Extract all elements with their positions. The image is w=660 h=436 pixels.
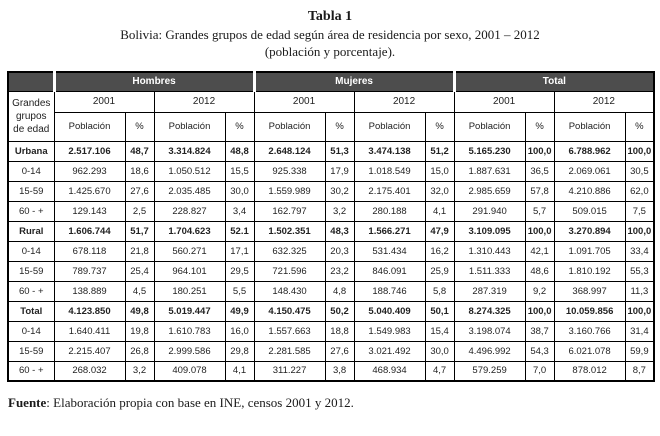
table-cell: 16,0 xyxy=(225,321,254,341)
table-cell: 579.259 xyxy=(454,361,525,381)
table-cell: 678.118 xyxy=(54,241,125,261)
table-cell: 20,3 xyxy=(325,241,354,261)
table-cell: 48,3 xyxy=(325,221,354,241)
table-cell: 27,6 xyxy=(125,181,154,201)
table-cell: 2.281.585 xyxy=(254,341,325,361)
table-cell: 47,9 xyxy=(425,221,454,241)
banner-row xyxy=(8,72,654,91)
table-cell: 62,0 xyxy=(625,181,654,201)
table-row xyxy=(8,341,654,361)
table-cell: 4.123.850 xyxy=(54,301,125,321)
source-text: : Elaboración propia con base en INE, censos 2001 y 2012. xyxy=(46,395,354,410)
table-cell: 23,2 xyxy=(325,261,354,281)
subheader-poblacion: Población xyxy=(554,112,625,141)
table-cell: 18,6 xyxy=(125,161,154,181)
table-cell: 17,9 xyxy=(325,161,354,181)
table-cell: 2.175.401 xyxy=(354,181,425,201)
table-cell: 1.091.705 xyxy=(554,241,625,261)
table-row xyxy=(8,181,654,201)
table-body xyxy=(8,141,654,381)
table-cell: 5.165.230 xyxy=(454,141,525,161)
table-cell: 1.018.549 xyxy=(354,161,425,181)
table-cell: 100,0 xyxy=(625,141,654,161)
table-cell: 52.1 xyxy=(225,221,254,241)
table-cell: 25,9 xyxy=(425,261,454,281)
year-header-total-2012: 2012 xyxy=(554,91,654,112)
table-subtitle-line2: (población y porcentaje). xyxy=(264,44,396,59)
table-cell: 5,7 xyxy=(525,201,554,221)
table-cell: 50,1 xyxy=(425,301,454,321)
table-cell: 1.511.333 xyxy=(454,261,525,281)
table-cell: 2.985.659 xyxy=(454,181,525,201)
table-cell: 42,1 xyxy=(525,241,554,261)
title-block xyxy=(7,8,653,60)
table-cell: 878.012 xyxy=(554,361,625,381)
table-cell: 925.338 xyxy=(254,161,325,181)
table-cell: 280.188 xyxy=(354,201,425,221)
subheader-poblacion: Población xyxy=(354,112,425,141)
table-cell: 1.640.411 xyxy=(54,321,125,341)
row-label: 60 - + xyxy=(8,361,54,381)
table-row xyxy=(8,221,654,241)
year-header-mujeres-2012: 2012 xyxy=(354,91,454,112)
table-cell: 1.887.631 xyxy=(454,161,525,181)
table-cell: 4.496.992 xyxy=(454,341,525,361)
table-cell: 162.797 xyxy=(254,201,325,221)
table-header xyxy=(8,72,654,141)
table-cell: 2,5 xyxy=(125,201,154,221)
subheader-percent: % xyxy=(325,112,354,141)
table-cell: 3.160.766 xyxy=(554,321,625,341)
table-cell: 1.502.351 xyxy=(254,221,325,241)
subheader-percent: % xyxy=(225,112,254,141)
table-cell: 138.889 xyxy=(54,281,125,301)
subheader-poblacion: Población xyxy=(254,112,325,141)
table-cell: 30,2 xyxy=(325,181,354,201)
table-cell: 100,0 xyxy=(525,301,554,321)
year-header-row xyxy=(8,91,654,112)
table-cell: 49,9 xyxy=(225,301,254,321)
table-cell: 1.549.983 xyxy=(354,321,425,341)
table-cell: 48,6 xyxy=(525,261,554,281)
row-label: 15-59 xyxy=(8,341,54,361)
subheader-poblacion: Población xyxy=(154,112,225,141)
table-cell: 632.325 xyxy=(254,241,325,261)
table-cell: 3.109.095 xyxy=(454,221,525,241)
table-cell: 21,8 xyxy=(125,241,154,261)
row-label: 0-14 xyxy=(8,241,54,261)
table-cell: 18,8 xyxy=(325,321,354,341)
table-cell: 38,7 xyxy=(525,321,554,341)
table-cell: 129.143 xyxy=(54,201,125,221)
subheader-poblacion: Población xyxy=(54,112,125,141)
table-cell: 3.474.138 xyxy=(354,141,425,161)
year-header-hombres-2001: 2001 xyxy=(54,91,154,112)
table-cell: 3.270.894 xyxy=(554,221,625,241)
table-cell: 531.434 xyxy=(354,241,425,261)
subheader-percent: % xyxy=(125,112,154,141)
population-table xyxy=(7,71,655,382)
table-cell: 33,4 xyxy=(625,241,654,261)
table-cell: 27,6 xyxy=(325,341,354,361)
table-cell: 54,3 xyxy=(525,341,554,361)
group-header-hombres: Hombres xyxy=(54,72,254,91)
table-cell: 560.271 xyxy=(154,241,225,261)
table-cell: 368.997 xyxy=(554,281,625,301)
table-cell: 8,7 xyxy=(625,361,654,381)
table-cell: 15,4 xyxy=(425,321,454,341)
table-cell: 4.150.475 xyxy=(254,301,325,321)
table-cell: 5,8 xyxy=(425,281,454,301)
table-cell: 5,5 xyxy=(225,281,254,301)
table-cell: 2.035.485 xyxy=(154,181,225,201)
row-label: 60 - + xyxy=(8,201,54,221)
table-row xyxy=(8,201,654,221)
subheader-row xyxy=(8,112,654,141)
table-cell: 7,0 xyxy=(525,361,554,381)
table-cell: 3,4 xyxy=(225,201,254,221)
table-title: Tabla 1 xyxy=(307,9,353,24)
source-label: Fuente xyxy=(8,395,47,410)
table-cell: 2.517.106 xyxy=(54,141,125,161)
table-cell: 51,7 xyxy=(125,221,154,241)
table-cell: 3,2 xyxy=(325,201,354,221)
table-cell: 49,8 xyxy=(125,301,154,321)
table-cell: 3.198.074 xyxy=(454,321,525,341)
year-header-mujeres-2001: 2001 xyxy=(254,91,354,112)
banner-corner-cell xyxy=(8,72,54,91)
row-label: Urbana xyxy=(8,141,54,161)
table-cell: 48,8 xyxy=(225,141,254,161)
table-cell: 16,2 xyxy=(425,241,454,261)
table-cell: 4,5 xyxy=(125,281,154,301)
row-label: 0-14 xyxy=(8,161,54,181)
row-label: 0-14 xyxy=(8,321,54,341)
table-cell: 30,5 xyxy=(625,161,654,181)
table-cell: 1.704.623 xyxy=(154,221,225,241)
table-row xyxy=(8,281,654,301)
table-cell: 8.274.325 xyxy=(454,301,525,321)
table-cell: 148.430 xyxy=(254,281,325,301)
table-cell: 180.251 xyxy=(154,281,225,301)
table-cell: 30,0 xyxy=(425,341,454,361)
table-cell: 4,1 xyxy=(225,361,254,381)
table-cell: 4,8 xyxy=(325,281,354,301)
table-cell: 51,3 xyxy=(325,141,354,161)
table-cell: 4,1 xyxy=(425,201,454,221)
row-label: Total xyxy=(8,301,54,321)
table-row xyxy=(8,321,654,341)
table-cell: 409.078 xyxy=(154,361,225,381)
table-cell: 36,5 xyxy=(525,161,554,181)
table-cell: 6.021.078 xyxy=(554,341,625,361)
row-label: 15-59 xyxy=(8,261,54,281)
table-cell: 29,8 xyxy=(225,341,254,361)
table-cell: 26,8 xyxy=(125,341,154,361)
table-cell: 55,3 xyxy=(625,261,654,281)
table-cell: 1.566.271 xyxy=(354,221,425,241)
table-cell: 721.596 xyxy=(254,261,325,281)
corner-label: Grandes grupos de edad xyxy=(8,91,54,141)
row-label: 15-59 xyxy=(8,181,54,201)
table-cell: 1.425.670 xyxy=(54,181,125,201)
source-note xyxy=(8,395,653,411)
table-cell: 100,0 xyxy=(525,221,554,241)
subheader-percent: % xyxy=(525,112,554,141)
table-cell: 2.215.407 xyxy=(54,341,125,361)
table-cell: 188.746 xyxy=(354,281,425,301)
table-cell: 2.069.061 xyxy=(554,161,625,181)
table-cell: 31,4 xyxy=(625,321,654,341)
table-cell: 29,5 xyxy=(225,261,254,281)
table-cell: 1.050.512 xyxy=(154,161,225,181)
year-header-total-2001: 2001 xyxy=(454,91,554,112)
table-cell: 6.788.962 xyxy=(554,141,625,161)
table-cell: 100,0 xyxy=(525,141,554,161)
table-cell: 11,3 xyxy=(625,281,654,301)
table-cell: 287.319 xyxy=(454,281,525,301)
table-cell: 228.827 xyxy=(154,201,225,221)
table-row xyxy=(8,361,654,381)
table-cell: 100,0 xyxy=(625,301,654,321)
table-cell: 2.999.586 xyxy=(154,341,225,361)
table-cell: 59,9 xyxy=(625,341,654,361)
table-row xyxy=(8,161,654,181)
table-cell: 962.293 xyxy=(54,161,125,181)
table-row xyxy=(8,141,654,161)
table-cell: 10.059.856 xyxy=(554,301,625,321)
table-cell: 3.021.492 xyxy=(354,341,425,361)
subheader-poblacion: Población xyxy=(454,112,525,141)
table-cell: 32,0 xyxy=(425,181,454,201)
group-header-mujeres: Mujeres xyxy=(254,72,454,91)
table-cell: 1.310.443 xyxy=(454,241,525,261)
table-cell: 468.934 xyxy=(354,361,425,381)
table-subtitle-line1: Bolivia: Grandes grupos de edad según área de residencia por sexo, 2001 – 2012 xyxy=(120,27,540,42)
table-cell: 1.810.192 xyxy=(554,261,625,281)
table-cell: 268.032 xyxy=(54,361,125,381)
table-cell: 4,7 xyxy=(425,361,454,381)
table-cell: 5.040.409 xyxy=(354,301,425,321)
table-cell: 19,8 xyxy=(125,321,154,341)
table-cell: 846.091 xyxy=(354,261,425,281)
table-cell: 100,0 xyxy=(625,221,654,241)
table-cell: 4.210.886 xyxy=(554,181,625,201)
table-cell: 57,8 xyxy=(525,181,554,201)
table-cell: 5.019.447 xyxy=(154,301,225,321)
table-cell: 48,7 xyxy=(125,141,154,161)
subheader-percent: % xyxy=(625,112,654,141)
table-cell: 2.648.124 xyxy=(254,141,325,161)
table-cell: 7,5 xyxy=(625,201,654,221)
table-cell: 15,0 xyxy=(425,161,454,181)
group-header-total: Total xyxy=(454,72,654,91)
table-cell: 291.940 xyxy=(454,201,525,221)
table-cell: 3.314.824 xyxy=(154,141,225,161)
table-cell: 509.015 xyxy=(554,201,625,221)
row-label: 60 - + xyxy=(8,281,54,301)
subheader-percent: % xyxy=(425,112,454,141)
table-cell: 964.101 xyxy=(154,261,225,281)
table-cell: 1.559.989 xyxy=(254,181,325,201)
table-cell: 15,5 xyxy=(225,161,254,181)
table-cell: 9,2 xyxy=(525,281,554,301)
table-cell: 1.557.663 xyxy=(254,321,325,341)
table-cell: 1.610.783 xyxy=(154,321,225,341)
table-cell: 51,2 xyxy=(425,141,454,161)
table-cell: 3,2 xyxy=(125,361,154,381)
table-row xyxy=(8,301,654,321)
table-cell: 3,8 xyxy=(325,361,354,381)
table-cell: 789.737 xyxy=(54,261,125,281)
table-cell: 17,1 xyxy=(225,241,254,261)
year-header-hombres-2012: 2012 xyxy=(154,91,254,112)
table-cell: 25,4 xyxy=(125,261,154,281)
table-row xyxy=(8,261,654,281)
table-cell: 30,0 xyxy=(225,181,254,201)
table-cell: 1.606.744 xyxy=(54,221,125,241)
table-row xyxy=(8,241,654,261)
row-label: Rural xyxy=(8,221,54,241)
table-cell: 311.227 xyxy=(254,361,325,381)
table-cell: 50,2 xyxy=(325,301,354,321)
